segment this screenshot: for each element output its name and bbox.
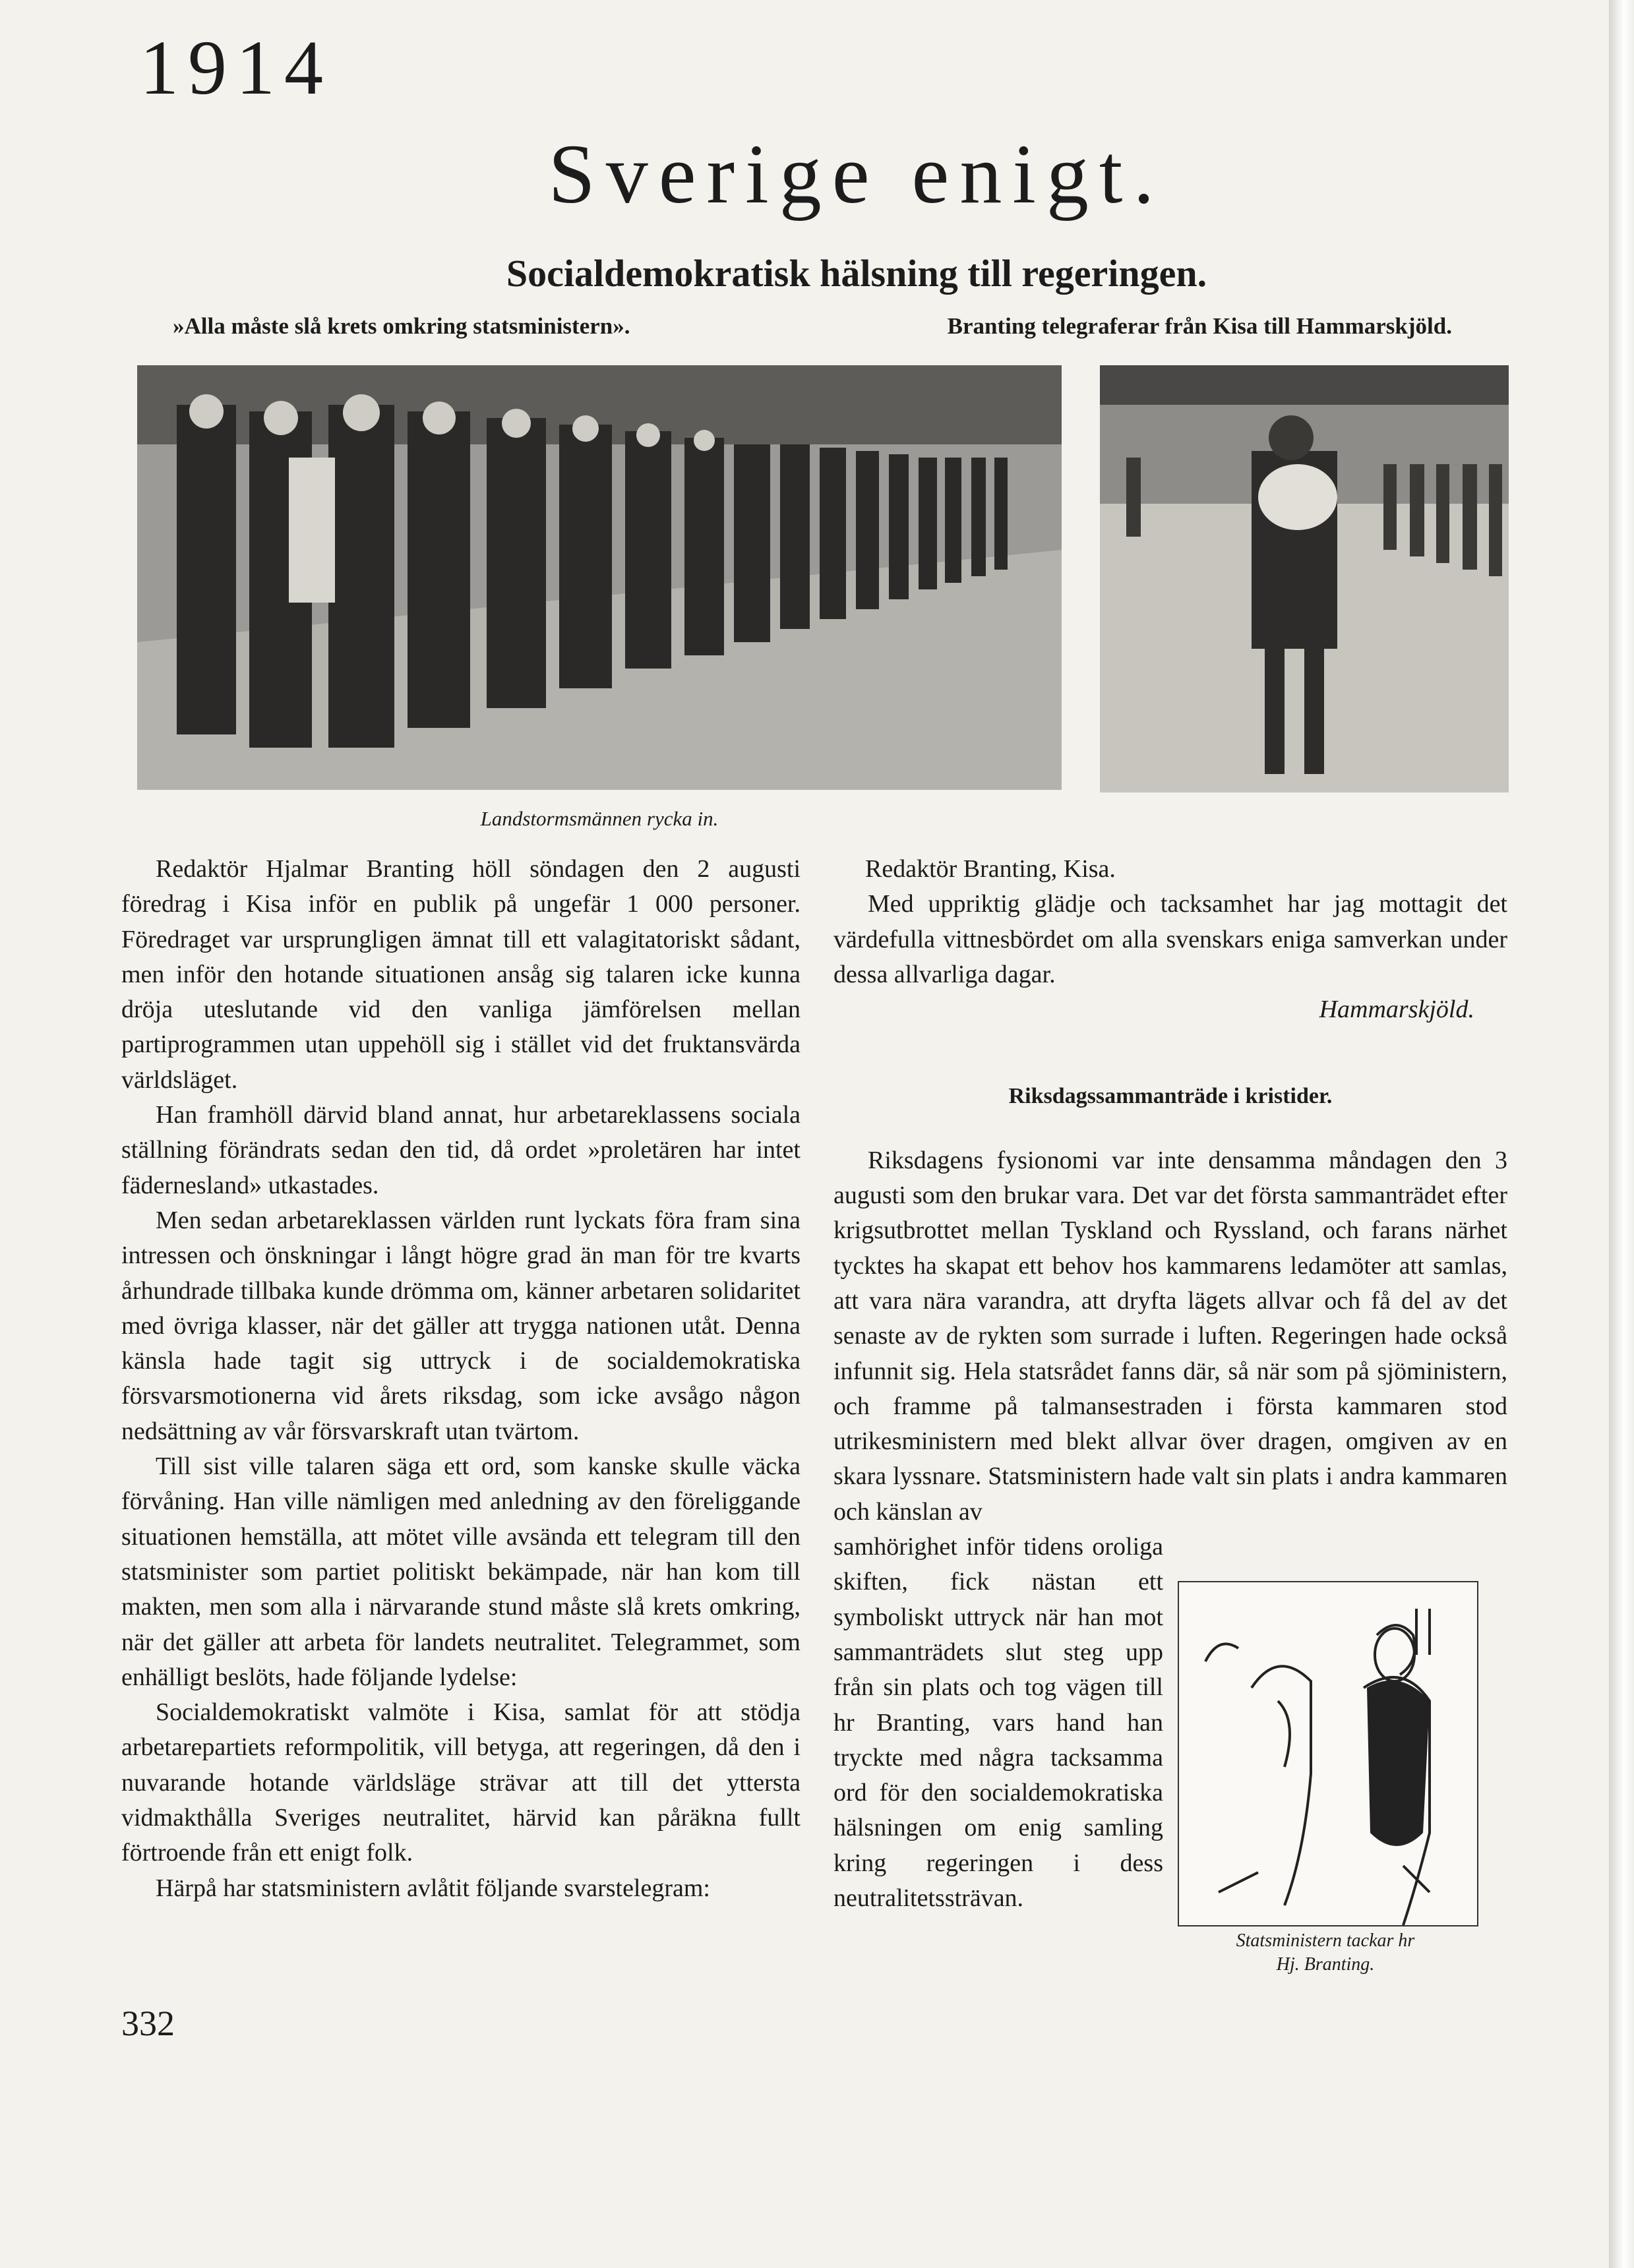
- left-column: [121, 852, 801, 1906]
- telegram-signature: Hammarskjöld.: [1319, 996, 1474, 1024]
- kicker-telegram: Branting telegraferar från Kisa till Hammarskjöld.: [947, 313, 1452, 339]
- photo-caption: Landstormsmännen rycka in.: [480, 807, 719, 830]
- page-year: 1914: [140, 24, 332, 111]
- paragraph: Socialdemokratiskt valmöte i Kisa, samlat för att stödja arbetarepartiets reformpolitik, vill betyga, att regeringen, då den i nuvarande hotande världsläge strävar att till det yttersta vidmakthålla Sveriges neutralitet, härvid kan påräkna fullt förtroende från ett enigt folk.: [121, 1698, 801, 1867]
- paragraph: Redaktör Hjalmar Branting höll söndagen den 2 augusti föredrag i Kisa inför en publik på ungefär 1 000 personer. Föredraget var ursprungligen ämnat till ett valagitatoriskt sådant, men inför den hotande situationen ansåg sig talaren icke kunna dröja uteslutande vid den vanliga jämförelsen mellan partiprogrammen utan uppehöll sig i stället vid det fruktansvärda världsläget.: [121, 855, 801, 1094]
- subheadline: Socialdemokratisk hälsning till regeringen.: [506, 252, 1207, 295]
- photo-soldier-with-pack: [1100, 365, 1509, 792]
- wrapped-text: [833, 1530, 1163, 1916]
- cartoon-illustration: [1178, 1581, 1478, 1926]
- paragraph: Riksdagens fysionomi var inte densamma måndagen den 3 augusti som den brukar vara. Det var det första sammanträdet efter krigsutbrottet mellan Tyskland och Ryssland, och farans närhet tycktes ha skapat ett behov hos kammarens ledamöter att samlas, att vara nära varandra, att dryfta lägets allvar och få del av det senaste av de rykten som surrade i luften. Regeringen hade också infunnit sig. Hela statsrådet fanns där, så när som på sjöministern, och framme på talmansestraden i första kammaren stod utrikesministern med blekt allvar över dragen, omgiven av en skara lyssnare. Statsministern hade valt sin plats i andra kammaren och känslan av: [833, 1146, 1507, 1526]
- page-edge: [1609, 0, 1634, 2268]
- paragraph: Härpå har statsministern avlåtit följande svarstelegram:: [156, 1874, 710, 1902]
- headline: Sverige enigt.: [548, 127, 1165, 221]
- paragraph: Men sedan arbetareklassen världen runt lyckats föra fram sina intressen och önskningar i långt högre grad än man för tre kvarts århundrade tillbaka kunde drömma om, känner arbetaren solidaritet med övriga klasser, när det gäller att trygga nationen utåt. Denna känsla hade tagit sig uttryck i de socialdemokratiska försvarsmotionerna vid årets riksdag, som icke avsågo någon nedsättning av vår försvarskraft utan tvärtom.: [121, 1206, 801, 1445]
- paragraph: Han framhöll därvid bland annat, hur arbetareklassens sociala ställning förändrats sedan den tid, då ordet »proletären har intet fädernesland» utkastades.: [121, 1101, 801, 1199]
- cartoon-caption-line: Statsministern tackar hr: [1236, 1930, 1415, 1951]
- cartoon-caption: [1167, 1929, 1484, 1977]
- paragraph: Till sist ville talaren säga ett ord, som kanske skulle väcka förvåning. Han ville nämligen med anledning av den föreliggande situationen hemställa, att mötet ville avsända ett telegram till den statsminister som partiet politiskt bekämpade, när han kom till makten, men som alla i närvarande stund måste slå krets omkring, när det gäller att arbeta för landets neutralitet. Telegrammet, som enhälligt beslöts, hade följande lydelse:: [121, 1452, 801, 1691]
- telegram-text: Med uppriktig glädje och tacksamhet har jag mottagit det värdefulla vittnesbördet om alla svenskars eniga samverkan under dessa allvarliga dagar.: [833, 890, 1507, 988]
- telegram-address: Redaktör Branting, Kisa.: [865, 855, 1116, 883]
- paragraph: samhörighet inför tidens oroliga skiften, fick nästan ett symboliskt uttryck när han mot sammanträdets slut steg upp från sin plats och tog vägen till hr Branting, vars hand han tryckte med några tacksamma ord för den socialdemokratiska hälsningen om enig samling kring regeringen i dess neutralitetssträvan.: [833, 1533, 1163, 1913]
- page-number: 332: [121, 2004, 175, 2043]
- kicker-line: [173, 314, 1452, 338]
- kicker-quote: »Alla måste slå krets omkring statsministern».: [173, 313, 630, 339]
- section-title: Riksdagssammanträde i kristider.: [1008, 1084, 1333, 1109]
- cartoon-caption-line: Hj. Branting.: [1276, 1954, 1375, 1975]
- photo-soldiers-lineup: [137, 365, 1062, 790]
